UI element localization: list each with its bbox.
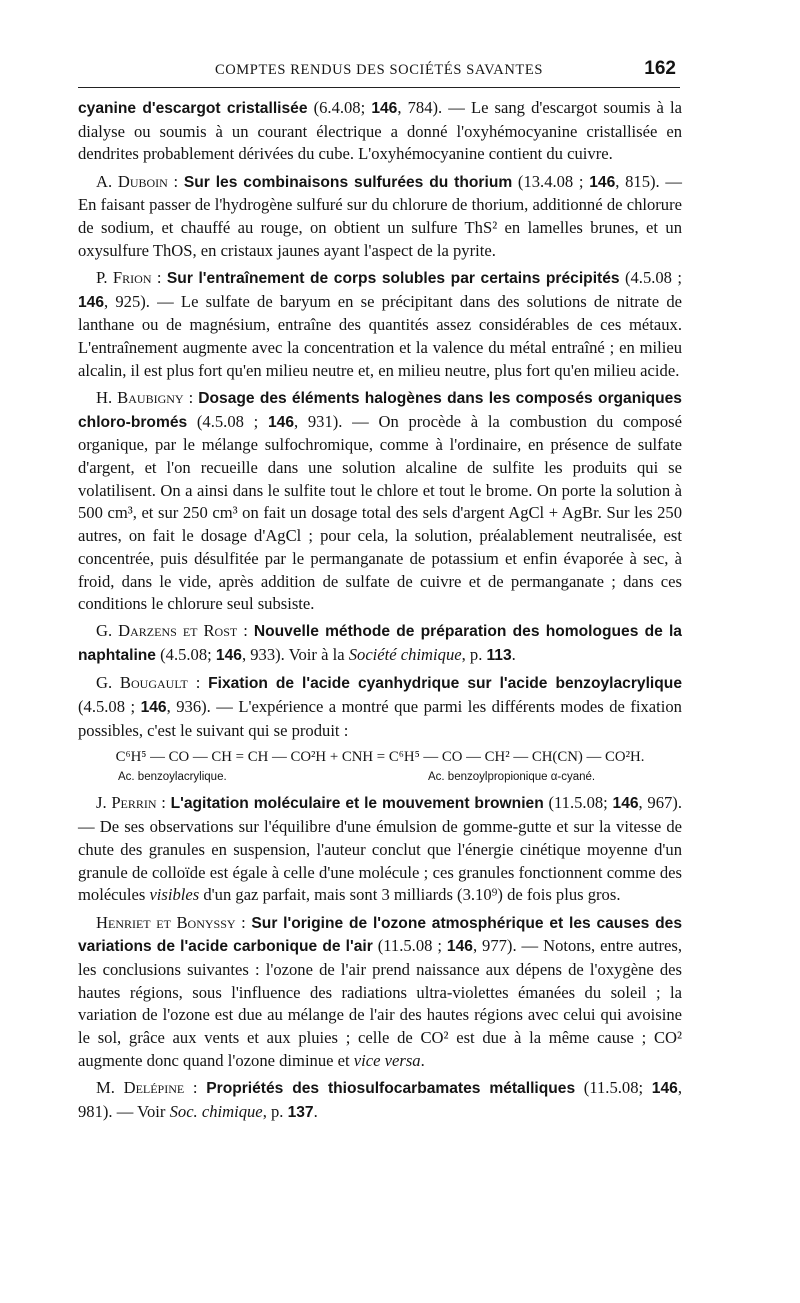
body-text: , 981). — Voir [78,1077,682,1121]
separator: : [235,912,252,932]
entry-title: Dosage des éléments halogènes dans les composés organiques chloro-bromés [78,389,682,431]
volume-number: 146 [612,795,639,813]
chemical-equation: C⁶H⁵ — CO — CH = CH — CO²H + CNH = C⁶H⁵ — CO — CH² — CH(CN) — CO²H. [115,749,645,766]
reference-page: 113 [486,647,512,665]
body-text: , 815). — En faisant passer de l'hydrogène sulfuré sur du chlorure de thorium, additionné de chlorure de sodium, et chauffé au rouge, on obtient un sulfure ThS² en lamelles brunes, et un oxysulfure ThOS, en cristaux jaunes ayant l'aspect de la pyrite. [78,171,682,260]
equation-label-left: Ac. benzoylacrylique. [118,771,227,784]
page-body [78,97,682,1129]
entry-title: Sur l'entraînement de corps solubles par certains précipités [166,269,620,287]
entry-darzens-rost [78,620,682,667]
entry-title: Nouvelle méthode de préparation des homologues de la naphtaline [78,623,682,665]
body-text: , 967). — De ses observations sur l'équilibre d'une émulsion de gomme-gutte et sur la vitesse de chute des granules en suspension, l'auteur conclut que l'énergie cinétique moyenne d'un granule de colloïde est égale à celle d'une molécule ; ces granules fonctionnent comme des molécules [78,793,682,905]
running-title: COMPTES RENDUS DES SOCIÉTÉS SAVANTES [214,62,544,78]
paragraph-escargot [78,97,682,166]
separator: : [156,793,171,813]
emphasis: visibles [149,885,200,905]
citation-text: (11.5.08; [543,793,613,813]
volume-number: 146 [446,938,473,956]
separator: : [167,171,184,191]
volume-number: 146 [651,1079,678,1097]
page-number: 162 [644,58,676,79]
entry-title: cyanine d'escargot cristallisée [78,100,308,117]
equation-label-right: Ac. benzoylpropionique α-cyané. [428,771,596,784]
entry-title: Fixation de l'acide cyanhydrique sur l'acide benzoylacrylique [208,675,682,693]
entry-author: P. Frion [96,267,152,287]
citation-text: (4.5.08 ; [78,697,141,717]
entry-author: G. Darzens et Rost [96,621,238,641]
body-text: , 936). — L'expérience a montré que parmi les différents modes de fixation possibles, c'est le suivant qui se produit : [78,697,682,740]
entry-author: J. Perrin [96,793,157,813]
entry-title: L'agitation moléculaire et le mouvement brownien [170,795,544,813]
separator: : [237,621,254,641]
volume-number: 146 [140,699,167,717]
body-text: , 784). — Le sang d'escargot soumis à la dialyse ou soumis à un courant électrique a donné l'oxyhémocyanine cristallisée en dendrites probablement dérivées du cube. L'oxyhémocyanine contient du cuivre. [78,98,682,164]
volume-number: 146 [78,293,105,311]
body-text: , 977). — Notons, entre autres, les conclusions suivantes : l'ozone de l'air prend naissance aux dépens de l'oxygène des hautes régions, sous l'influence des radiations ultra-violettes émanées du soleil ; la variation de l'ozone est due au mélange de l'air des hautes régions avec celui qui avoisine le sol, grâce aux vents et aux pluies ; celle de CO² est due à la même cause ; CO² augmente donc quand l'ozone diminue et [78,936,682,1070]
entry-frion [78,267,682,383]
citation-text: (11.5.08 ; [372,936,447,956]
entry-title: Sur les combinaisons sulfurées du thorium [183,173,513,191]
separator: : [183,387,199,407]
entry-baubigny [78,387,682,616]
entry-perrin [78,792,682,907]
entry-author: M. Delépine [96,1077,185,1097]
entry-author: H. Baubigny [96,387,184,407]
body-text: d'un gaz parfait, mais sont 3 milliards (3.10⁹) de fois plus gros. [199,885,621,905]
entry-title: Propriétés des thiosulfocarbamates métalliques [206,1079,576,1097]
entry-title: Sur l'origine de l'ozone atmosphérique et les causes des variations de l'acide carbonique de l'air [78,914,682,956]
emphasis: vice versa [353,1050,421,1070]
volume-number: 146 [267,413,294,431]
body-text: . [313,1101,318,1121]
body-text: , 933). Voir à la [241,645,349,665]
page-header [78,58,680,88]
citation-text: (4.5.08 ; [619,267,682,287]
body-text: , p. [262,1101,288,1121]
entry-bougault [78,672,682,742]
citation-text: (4.5.08 ; [187,411,268,431]
separator: : [151,267,167,287]
volume-number: 146 [589,173,616,191]
entry-author: Henriet et Bonyssy [96,912,236,932]
body-text: , 931). — On procède à la combustion du composé organique, par le mélange sulfochromique, comme à l'ordinaire, en présence de sulfate d'argent, et l'on recueille dans une solution alcaline de sulfite les produits qui se volatilisent. On a ainsi dans le sulfite tout le chlore et tout le brome. On porte la solution à 500 cm³, et sur 250 cm³ on fait un dosage total des sels d'argent AgCl + AgBr. Sur les 250 autres, on fait le dosage d'AgCl ; pour cela, la solution, préalablement neutralisée, est concentrée, puis désulfitée par le permanganate de potassium et enfin évaporée à sec, à froid, dans le vide, après addition de sulfate de cuivre et de permanganate ; dans ces conditions le chlorure seul subsiste. [78,411,682,614]
reference-page: 137 [287,1103,314,1121]
citation-text: (11.5.08; [575,1077,652,1097]
citation-text: (6.4.08; [307,98,372,117]
entry-delepine [78,1077,682,1124]
separator: : [187,673,209,693]
body-text: . [511,645,516,665]
body-text: , 925). — Le sulfate de baryum en se précipitant dans des solutions de nitrate de lanthane ou de magnésium, entraîne des quantités assez considérables de ces métaux. L'entraînement augmente avec la concentration et la valence du métal entraîné ; en milieu alcalin, il est plus fort qu'en milieu neutre et, en milieu neutre, plus fort qu'en milieu acide. [78,291,682,380]
volume-number: 146 [371,100,398,117]
entry-author: A. Duboin [96,171,168,191]
volume-number: 146 [215,647,242,665]
entry-author: G. Bougault [96,673,188,693]
citation-text: (4.5.08; [155,645,216,665]
citation-text: (13.4.08 ; [512,171,590,191]
journal-reference: Société chimique [348,645,462,665]
entry-henriet-bonyssy [78,912,682,1073]
body-text: , p. [461,645,487,665]
body-text: . [420,1050,425,1070]
entry-duboin [78,171,682,263]
equation-labels [78,766,682,786]
separator: : [184,1077,207,1097]
header-rule [78,87,680,88]
journal-reference: Soc. chimique [169,1101,263,1121]
